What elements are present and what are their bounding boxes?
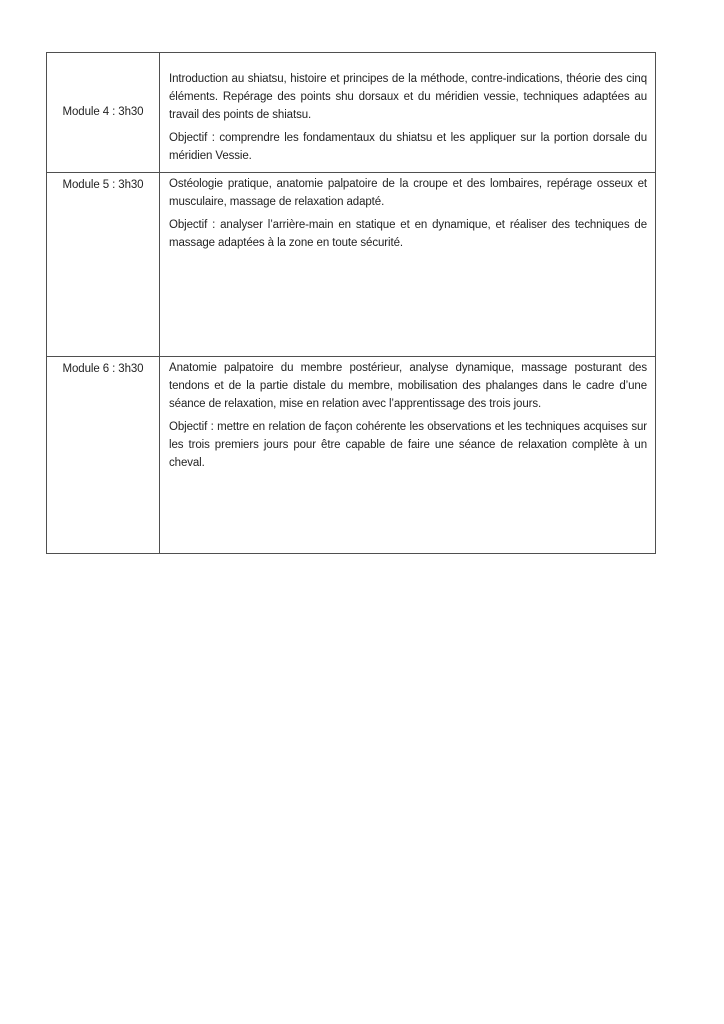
module-4-label-cell [47, 53, 160, 173]
module-6-objective-paragraph: Objectif : mettre en relation de façon cohérente les observations et les techniques acquises sur les trois premiers jours pour être capable de faire une séance de relaxation complète à un cheval. [169, 421, 647, 469]
module-6-description-paragraph: Anatomie palpatoire du membre postérieur, analyse dynamique, massage posturant des tendons et de la partie distale du membre, mobilisation des phalanges dans le cadre d’une séance de relaxation, mise en relation avec l’apprentissage des trois jours. [169, 362, 647, 410]
module-6-description-cell [160, 357, 656, 554]
module-4-label: Module 4 : 3h30 [62, 105, 144, 118]
table-row-module-6 [47, 357, 656, 554]
module-4-objective-paragraph: Objectif : comprendre les fondamentaux du shiatsu et les appliquer sur la portion dorsale du méridien Vessie. [169, 132, 647, 162]
module-6-label-cell [47, 357, 160, 554]
module-5-description-cell [160, 173, 656, 357]
table-row-module-5 [47, 173, 656, 357]
module-5-objective-paragraph: Objectif : analyser l’arrière-main en statique et en dynamique, et réaliser des techniques de massage adaptées à la zone en toute sécurité. [169, 219, 647, 249]
module-4-description-paragraph: Introduction au shiatsu, histoire et principes de la méthode, contre-indications, théorie des cinq éléments. Repérage des points shu dorsaux et du méridien vessie, techniques adaptées au travail des points de shiatsu. [169, 73, 647, 121]
module-4-description-cell [160, 53, 656, 173]
module-6-label: Module 6 : 3h30 [62, 363, 144, 375]
module-5-label: Module 5 : 3h30 [62, 179, 144, 191]
table-row-module-4 [47, 53, 656, 173]
module-5-description-paragraph: Ostéologie pratique, anatomie palpatoire de la croupe et des lombaires, repérage osseux et musculaire, massage de relaxation adapté. [169, 178, 647, 208]
modules-table [46, 52, 656, 554]
module-5-label-cell [47, 173, 160, 357]
